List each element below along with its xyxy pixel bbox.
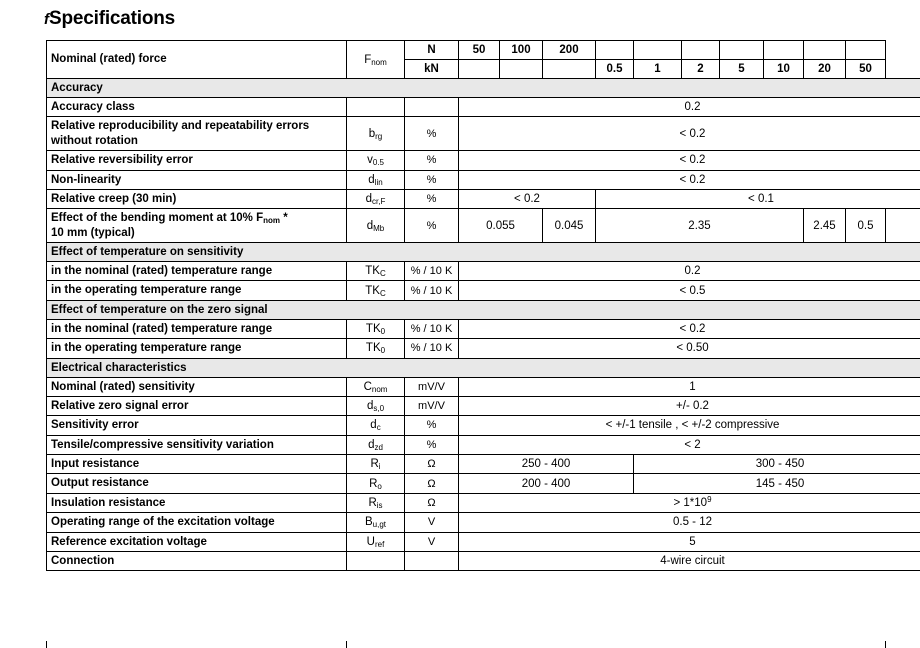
- row-label-connection: Connection: [47, 551, 347, 570]
- row-value: < 0.5: [459, 281, 920, 300]
- row-symbol: [347, 98, 405, 117]
- row-unit: %: [405, 117, 459, 151]
- header-n-200: 200: [543, 41, 596, 60]
- row-unit: % / 10 K: [405, 319, 459, 338]
- row-symbol: $d_{zd}$: [347, 435, 405, 454]
- header-kn-50: 50: [846, 60, 886, 79]
- row-unit: %: [405, 189, 459, 208]
- row-label-zero-signal-error: Relative zero signal error: [47, 396, 347, 415]
- table-row: [47, 189, 920, 208]
- table-row: [47, 319, 920, 338]
- row-value-text: > 1*10: [673, 496, 708, 509]
- header-n-blank-7: [846, 41, 886, 60]
- title-text: Specifications: [49, 8, 176, 29]
- row-unit: %: [405, 416, 459, 435]
- row-value-1: 0.055: [459, 209, 543, 243]
- row-symbol: $v_{0.5}$: [347, 151, 405, 170]
- row-symbol: $C_{nom}$: [347, 377, 405, 396]
- section-label: Electrical characteristics: [47, 358, 920, 377]
- row-value: < 2: [459, 435, 920, 454]
- table-row: [47, 262, 920, 281]
- header-symbol: $F_{nom}$: [347, 41, 405, 79]
- row-symbol: $b_{rg}$: [347, 117, 405, 151]
- row-label-nominal-sensitivity: Nominal (rated) sensitivity: [47, 377, 347, 396]
- row-symbol: $R_i$: [347, 455, 405, 474]
- header-unit-n: N: [405, 41, 459, 60]
- row-value-n: 200 - 400: [459, 474, 634, 493]
- row-symbol: $TK_0$: [347, 339, 405, 358]
- table-row: [47, 377, 920, 396]
- row-symbol: $TK_C$: [347, 281, 405, 300]
- header-unit-kn: kN: [405, 60, 459, 79]
- row-label-bending-moment: Effect of the bending moment at 10% $F_{nom}$ * 10 mm (typical): [47, 209, 347, 243]
- table-row: [47, 455, 920, 474]
- table-row: [47, 170, 920, 189]
- row-value: < 0.2: [459, 117, 920, 151]
- table-row: [47, 513, 920, 532]
- row-label-sensitivity-variation: Tensile/compressive sensitivity variation: [47, 435, 347, 454]
- row-unit: % / 10 K: [405, 339, 459, 358]
- row-value-kn: 300 - 450: [634, 455, 920, 474]
- row-value-n: < 0.2: [459, 189, 596, 208]
- header-n-blank-4: [720, 41, 764, 60]
- row-value: < +/-1 tensile , < +/-2 compressive: [459, 416, 920, 435]
- table-row: [47, 551, 920, 570]
- table-row: [47, 435, 920, 454]
- row-value: 1: [459, 377, 920, 396]
- row-symbol: $TK_C$: [347, 262, 405, 281]
- header-kn-0-5: 0.5: [596, 60, 634, 79]
- row-unit: mV/V: [405, 396, 459, 415]
- row-value: [459, 493, 920, 512]
- row-value: < 0.50: [459, 339, 920, 358]
- section-row-temp-sensitivity: [47, 243, 920, 262]
- row-value: 0.2: [459, 98, 920, 117]
- section-label: Effect of temperature on sensitivity: [47, 243, 920, 262]
- section-label: Effect of temperature on the zero signal: [47, 300, 920, 319]
- row-symbol: $d_{Mb}$: [347, 209, 405, 243]
- table-row: [47, 151, 920, 170]
- row-unit: mV/V: [405, 377, 459, 396]
- section-row-electrical: [47, 358, 920, 377]
- row-unit: [405, 98, 459, 117]
- row-symbol: $d_{s,0}$: [347, 396, 405, 415]
- row-symbol: $R_o$: [347, 474, 405, 493]
- row-value-5: 0.5: [846, 209, 886, 243]
- table-bottom-cutoff: [46, 641, 886, 648]
- row-value-n: 250 - 400: [459, 455, 634, 474]
- header-n-blank-5: [764, 41, 804, 60]
- table-row: [47, 396, 920, 415]
- row-label-tk0-operating: in the operating temperature range: [47, 339, 347, 358]
- header-n-blank-3: [682, 41, 720, 60]
- table-row: [47, 532, 920, 551]
- header-kn-20: 20: [804, 60, 846, 79]
- header-kn-blank-3: [543, 60, 596, 79]
- table-header-row-n: [47, 41, 920, 60]
- table-row: [47, 209, 920, 243]
- row-label-reversibility: Relative reversibility error: [47, 151, 347, 170]
- row-label-sensitivity-error: Sensitivity error: [47, 416, 347, 435]
- row-value-exponent: 9: [707, 494, 712, 504]
- section-row-temp-zero: [47, 300, 920, 319]
- header-kn-blank-1: [459, 60, 500, 79]
- title-mark: f: [44, 11, 49, 28]
- row-unit: % / 10 K: [405, 281, 459, 300]
- row-label-input-resistance: Input resistance: [47, 455, 347, 474]
- row-unit: Ω: [405, 474, 459, 493]
- table-row: [47, 117, 920, 151]
- row-symbol: $B_{u,gt}$: [347, 513, 405, 532]
- row-value: < 0.2: [459, 319, 920, 338]
- header-kn-1: 1: [634, 60, 682, 79]
- page-title: [44, 8, 175, 30]
- row-value-3: 2.35: [596, 209, 804, 243]
- row-symbol: $R_{is}$: [347, 493, 405, 512]
- table-row: [47, 339, 920, 358]
- header-n-blank-6: [804, 41, 846, 60]
- row-label-tk0-nominal: in the nominal (rated) temperature range: [47, 319, 347, 338]
- row-unit: Ω: [405, 493, 459, 512]
- row-label-tkc-operating: in the operating temperature range: [47, 281, 347, 300]
- row-value: +/- 0.2: [459, 396, 920, 415]
- table-row: [47, 281, 920, 300]
- row-value: 0.5 - 12: [459, 513, 920, 532]
- header-n-100: 100: [500, 41, 543, 60]
- row-value-kn: < 0.1: [596, 189, 920, 208]
- row-label-accuracy-class: Accuracy class: [47, 98, 347, 117]
- table-bottom-cutoff-cell: [47, 641, 347, 648]
- row-value: < 0.2: [459, 170, 920, 189]
- row-label-non-linearity: Non-linearity: [47, 170, 347, 189]
- row-value: 5: [459, 532, 920, 551]
- specifications-table: [46, 40, 920, 571]
- row-value-2: 0.045: [543, 209, 596, 243]
- header-row-label: Nominal (rated) force: [47, 41, 347, 79]
- row-label-insulation-resistance: Insulation resistance: [47, 493, 347, 512]
- row-symbol: [347, 551, 405, 570]
- row-value: 0.2: [459, 262, 920, 281]
- row-symbol: $d_{lin}$: [347, 170, 405, 189]
- row-label-tkc-nominal: in the nominal (rated) temperature range: [47, 262, 347, 281]
- section-row-accuracy: [47, 79, 920, 98]
- row-value-kn: 145 - 450: [634, 474, 920, 493]
- row-label-output-resistance: Output resistance: [47, 474, 347, 493]
- row-value: 4-wire circuit: [459, 551, 920, 570]
- row-unit: % / 10 K: [405, 262, 459, 281]
- header-kn-5: 5: [720, 60, 764, 79]
- header-n-50: 50: [459, 41, 500, 60]
- section-label: Accuracy: [47, 79, 920, 98]
- header-n-blank-1: [596, 41, 634, 60]
- row-unit: [405, 551, 459, 570]
- table-row: [47, 493, 920, 512]
- row-unit: %: [405, 209, 459, 243]
- table-row: [47, 98, 920, 117]
- table-row: [47, 474, 920, 493]
- row-label-reproducibility: Relative reproducibility and repeatability errors without rotation: [47, 117, 347, 151]
- header-kn-2: 2: [682, 60, 720, 79]
- header-kn-blank-2: [500, 60, 543, 79]
- table-row: [47, 416, 920, 435]
- row-label-relative-creep: Relative creep (30 min): [47, 189, 347, 208]
- row-unit: V: [405, 513, 459, 532]
- row-label-excitation-range: Operating range of the excitation voltage: [47, 513, 347, 532]
- row-unit: %: [405, 435, 459, 454]
- row-value: < 0.2: [459, 151, 920, 170]
- row-symbol: $U_{ref}$: [347, 532, 405, 551]
- header-n-blank-2: [634, 41, 682, 60]
- row-unit: Ω: [405, 455, 459, 474]
- header-kn-10: 10: [764, 60, 804, 79]
- row-label-reference-excitation: Reference excitation voltage: [47, 532, 347, 551]
- row-symbol: $d_{cr,F}$: [347, 189, 405, 208]
- row-unit: %: [405, 170, 459, 189]
- row-unit: %: [405, 151, 459, 170]
- row-value-4: 2.45: [804, 209, 846, 243]
- row-symbol: $TK_0$: [347, 319, 405, 338]
- row-unit: V: [405, 532, 459, 551]
- row-symbol: $d_c$: [347, 416, 405, 435]
